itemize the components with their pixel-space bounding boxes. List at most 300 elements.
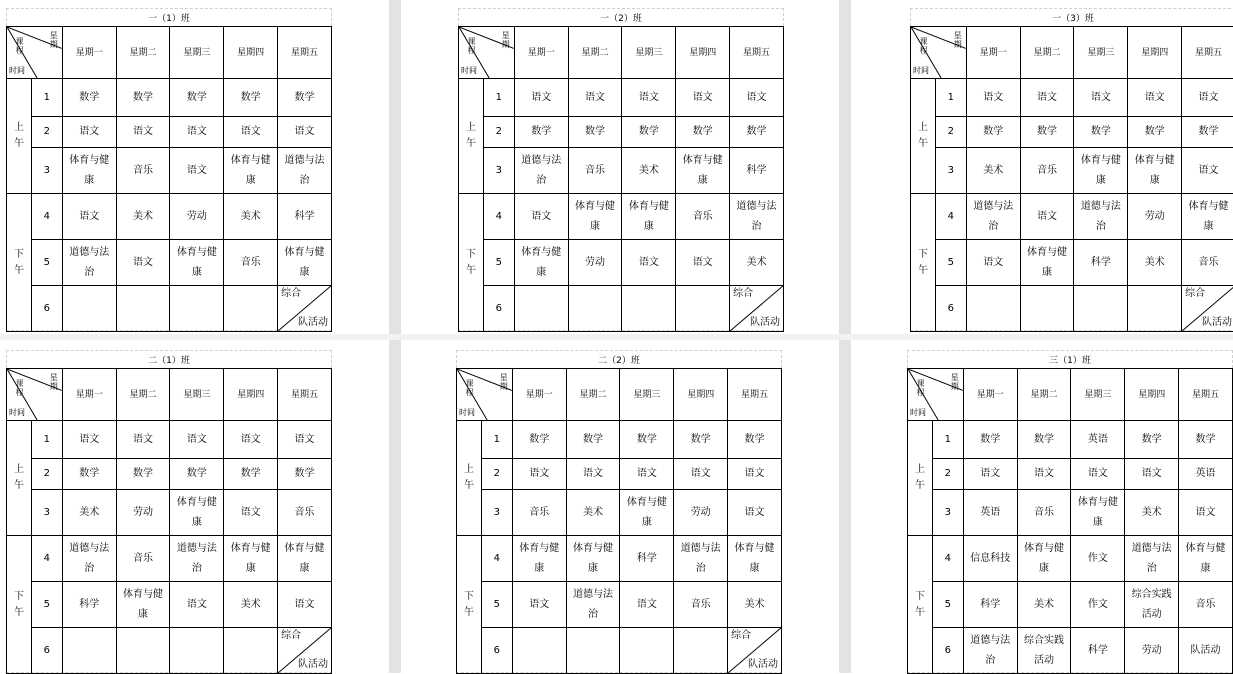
subject-cell: 语文 (278, 117, 332, 148)
subject-cell: 数学 (62, 79, 116, 117)
subject-cell: 语文 (966, 240, 1020, 286)
activity-label-bottom: 队活动 (298, 317, 328, 328)
subject-cell: 体育与健康 (1020, 240, 1074, 286)
subject-cell: 数学 (1179, 421, 1233, 459)
subject-cell: 语文 (512, 582, 566, 628)
subject-cell: 语文 (224, 490, 278, 536)
day-header: 星期二 (116, 369, 170, 421)
subject-cell: 语文 (1017, 459, 1071, 490)
day-header: 星期五 (1182, 27, 1233, 79)
subject-cell: 音乐 (1182, 240, 1233, 286)
subject-cell: 数学 (674, 421, 728, 459)
subject-cell: 劳动 (674, 490, 728, 536)
subject-cell: 体育与健康 (728, 536, 782, 582)
subject-cell: 道德与法治 (278, 148, 332, 194)
subject-cell (620, 628, 674, 674)
corner-subject-label: 课程 (919, 37, 928, 55)
period-number: 2 (481, 459, 512, 490)
period-number: 6 (483, 286, 514, 332)
subject-cell: 音乐 (1017, 490, 1071, 536)
period-number: 4 (31, 194, 62, 240)
subject-cell: 音乐 (568, 148, 622, 194)
corner-day-label: 星期 (49, 373, 58, 391)
day-header: 星期二 (1017, 369, 1071, 421)
subject-cell: 音乐 (674, 582, 728, 628)
day-header: 星期一 (62, 369, 116, 421)
morning-char: 上 (463, 464, 474, 475)
subject-cell: 道德与法治 (514, 148, 568, 194)
subject-cell: 语文 (674, 459, 728, 490)
subject-cell: 数学 (512, 421, 566, 459)
subject-cell: 语文 (170, 582, 224, 628)
subject-cell: 语文 (62, 194, 116, 240)
corner-subject-label: 课程 (916, 379, 925, 397)
subject-cell: 道德与法治 (1125, 536, 1179, 582)
subject-cell (62, 286, 116, 332)
subject-cell: 语文 (963, 459, 1017, 490)
subject-cell: 体育与健康 (224, 148, 278, 194)
day-header: 星期五 (730, 27, 784, 79)
subject-cell: 数学 (1128, 117, 1182, 148)
class-title: 一（1）班 (148, 14, 190, 24)
corner-day-label: 星期 (49, 31, 58, 49)
subject-cell: 科学 (62, 582, 116, 628)
subject-cell: 语文 (966, 79, 1020, 117)
afternoon-char: 午 (13, 606, 24, 618)
afternoon-char: 下 (465, 248, 476, 260)
activity-label-top: 综合 (1185, 288, 1206, 299)
subject-cell: 数学 (116, 79, 170, 117)
subject-cell (224, 286, 278, 332)
subject-cell: 数学 (514, 117, 568, 148)
afternoon-label (911, 194, 936, 332)
morning-label (457, 421, 482, 536)
period-number: 4 (31, 536, 62, 582)
corner-day-label: 星期 (953, 31, 962, 49)
day-header: 星期一 (62, 27, 116, 79)
subject-cell: 数学 (568, 117, 622, 148)
subject-cell: 体育与健康 (620, 490, 674, 536)
period-number: 1 (31, 79, 62, 117)
timetable-page (456, 348, 782, 673)
subject-cell: 语文 (1074, 79, 1128, 117)
header-corner-cell (911, 27, 967, 79)
day-header: 星期四 (224, 369, 278, 421)
subject-cell: 语文 (676, 79, 730, 117)
period-number: 2 (31, 459, 62, 490)
subject-cell: 数学 (224, 459, 278, 490)
subject-cell: 数学 (1182, 117, 1233, 148)
header-corner-cell (7, 369, 63, 421)
subject-cell: 语文 (224, 421, 278, 459)
morning-char: 上 (13, 464, 24, 475)
subject-cell: 语文 (1020, 79, 1074, 117)
morning-char: 午 (463, 480, 474, 491)
subject-cell: 道德与法治 (170, 536, 224, 582)
class-timetable (456, 368, 782, 674)
subject-cell: 数学 (116, 459, 170, 490)
subject-cell: 科学 (963, 582, 1017, 628)
subject-cell: 数学 (622, 117, 676, 148)
subject-cell: 语文 (1020, 194, 1074, 240)
day-header: 星期三 (170, 27, 224, 79)
subject-cell: 体育与健康 (1182, 194, 1233, 240)
subject-cell: 综合实践活动 (1017, 628, 1071, 674)
period-number: 1 (483, 79, 514, 117)
day-header: 星期一 (966, 27, 1020, 79)
subject-cell: 语文 (278, 421, 332, 459)
corner-subject-label: 课程 (15, 37, 24, 55)
subject-cell: 体育与健康 (278, 536, 332, 582)
subject-cell: 数学 (566, 421, 620, 459)
subject-cell: 体育与健康 (1017, 536, 1071, 582)
activity-label-bottom: 队活动 (298, 659, 328, 670)
subject-cell (568, 286, 622, 332)
corner-day-label: 星期 (950, 373, 959, 391)
period-number: 5 (483, 240, 514, 286)
subject-cell: 体育与健康 (622, 194, 676, 240)
subject-cell: 音乐 (116, 148, 170, 194)
period-number: 3 (483, 148, 514, 194)
subject-cell: 美术 (1017, 582, 1071, 628)
subject-cell: 体育与健康 (62, 148, 116, 194)
subject-cell: 美术 (62, 490, 116, 536)
afternoon-label (908, 536, 933, 674)
subject-cell: 音乐 (116, 536, 170, 582)
period-number: 4 (483, 194, 514, 240)
subject-cell: 语文 (728, 490, 782, 536)
day-header: 星期三 (622, 27, 676, 79)
subject-cell: 体育与健康 (512, 536, 566, 582)
subject-cell: 数学 (1125, 421, 1179, 459)
morning-char: 上 (917, 122, 928, 133)
afternoon-char: 午 (463, 606, 474, 618)
class-timetable (6, 26, 332, 332)
morning-char: 午 (914, 480, 925, 491)
subject-cell: 体育与健康 (1179, 536, 1233, 582)
afternoon-label (459, 194, 484, 332)
morning-char: 午 (13, 138, 24, 149)
subject-cell: 体育与健康 (566, 536, 620, 582)
activity-cell (1182, 286, 1233, 332)
period-number: 3 (31, 490, 62, 536)
corner-time-label: 时间 (910, 408, 926, 417)
subject-cell: 体育与健康 (514, 240, 568, 286)
subject-cell: 音乐 (278, 490, 332, 536)
subject-cell: 语文 (514, 79, 568, 117)
subject-cell: 音乐 (1020, 148, 1074, 194)
subject-cell: 语文 (62, 117, 116, 148)
subject-cell: 音乐 (1179, 582, 1233, 628)
period-number: 3 (31, 148, 62, 194)
class-title: 二（1）班 (148, 356, 190, 366)
subject-cell: 美术 (224, 194, 278, 240)
subject-cell: 体育与健康 (170, 490, 224, 536)
class-timetable (910, 26, 1233, 332)
morning-char: 午 (465, 138, 476, 149)
activity-cell (278, 286, 332, 332)
timetable-page (907, 348, 1233, 673)
subject-cell: 美术 (728, 582, 782, 628)
subject-cell: 语文 (170, 148, 224, 194)
period-number: 6 (935, 286, 966, 332)
subject-cell (116, 628, 170, 674)
subject-cell: 作文 (1071, 536, 1125, 582)
day-header: 星期三 (620, 369, 674, 421)
subject-cell (224, 628, 278, 674)
subject-cell: 数学 (278, 459, 332, 490)
afternoon-char: 午 (914, 606, 925, 618)
subject-cell (170, 628, 224, 674)
subject-cell (674, 628, 728, 674)
period-number: 2 (932, 459, 963, 490)
morning-char: 午 (13, 480, 24, 491)
morning-label (911, 79, 936, 194)
activity-label-top: 综合 (281, 288, 302, 299)
subject-cell: 美术 (566, 490, 620, 536)
subject-cell: 道德与法治 (674, 536, 728, 582)
activity-label-bottom: 队活动 (748, 659, 778, 670)
subject-cell: 语文 (116, 421, 170, 459)
timetable-page (6, 348, 332, 673)
subject-cell: 数学 (170, 79, 224, 117)
timetable-page (910, 6, 1233, 331)
corner-time-label: 时间 (9, 408, 25, 417)
subject-cell: 语文 (728, 459, 782, 490)
subject-cell: 体育与健康 (1071, 490, 1125, 536)
subject-cell: 科学 (278, 194, 332, 240)
day-header: 星期一 (514, 27, 568, 79)
header-corner-cell (457, 369, 513, 421)
period-number: 2 (31, 117, 62, 148)
subject-cell: 数学 (620, 421, 674, 459)
subject-cell (116, 286, 170, 332)
period-number: 1 (481, 421, 512, 459)
afternoon-char: 午 (917, 264, 928, 276)
subject-cell: 美术 (730, 240, 784, 286)
day-header: 星期二 (1020, 27, 1074, 79)
subject-cell: 道德与法治 (62, 240, 116, 286)
subject-cell: 道德与法治 (730, 194, 784, 240)
subject-cell (514, 286, 568, 332)
period-number: 3 (481, 490, 512, 536)
day-header: 星期四 (1125, 369, 1179, 421)
subject-cell (966, 286, 1020, 332)
afternoon-char: 下 (13, 248, 24, 260)
subject-cell: 数学 (224, 79, 278, 117)
subject-cell: 语文 (622, 79, 676, 117)
subject-cell: 体育与健康 (1128, 148, 1182, 194)
period-number: 5 (935, 240, 966, 286)
header-corner-cell (908, 369, 964, 421)
subject-cell: 数学 (676, 117, 730, 148)
subject-cell (676, 286, 730, 332)
subject-cell: 英语 (1179, 459, 1233, 490)
subject-cell: 队活动 (1179, 628, 1233, 674)
subject-cell: 劳动 (1125, 628, 1179, 674)
afternoon-label (457, 536, 482, 674)
subject-cell: 道德与法治 (566, 582, 620, 628)
subject-cell (62, 628, 116, 674)
subject-cell: 体育与健康 (170, 240, 224, 286)
morning-label (908, 421, 933, 536)
afternoon-char: 下 (13, 590, 24, 602)
subject-cell: 科学 (1071, 628, 1125, 674)
subject-cell: 音乐 (676, 194, 730, 240)
subject-cell: 数学 (730, 117, 784, 148)
day-header: 星期一 (963, 369, 1017, 421)
subject-cell: 数学 (1017, 421, 1071, 459)
subject-cell: 美术 (1125, 490, 1179, 536)
day-header: 星期四 (676, 27, 730, 79)
period-number: 5 (31, 240, 62, 286)
afternoon-label (7, 536, 32, 674)
subject-cell (1020, 286, 1074, 332)
subject-cell: 劳动 (568, 240, 622, 286)
period-number: 3 (935, 148, 966, 194)
day-header: 星期三 (1071, 369, 1125, 421)
subject-cell: 道德与法治 (62, 536, 116, 582)
subject-cell: 美术 (224, 582, 278, 628)
subject-cell (512, 628, 566, 674)
afternoon-char: 下 (463, 590, 474, 602)
subject-cell: 语文 (1179, 490, 1233, 536)
subject-cell: 语文 (1182, 148, 1233, 194)
subject-cell: 语文 (730, 79, 784, 117)
subject-cell: 美术 (622, 148, 676, 194)
period-number: 1 (935, 79, 966, 117)
corner-day-label: 星期 (499, 373, 508, 391)
period-number: 3 (932, 490, 963, 536)
afternoon-char: 午 (13, 264, 24, 276)
period-number: 6 (932, 628, 963, 674)
timetable-page (6, 6, 332, 331)
subject-cell: 数学 (728, 421, 782, 459)
day-header: 星期五 (278, 27, 332, 79)
subject-cell: 数学 (1020, 117, 1074, 148)
subject-cell: 语文 (620, 582, 674, 628)
subject-cell: 科学 (620, 536, 674, 582)
subject-cell: 语文 (278, 582, 332, 628)
subject-cell: 体育与健康 (224, 536, 278, 582)
morning-label (7, 79, 32, 194)
class-timetable (6, 368, 332, 674)
period-number: 1 (932, 421, 963, 459)
class-timetable (458, 26, 784, 332)
corner-subject-label: 课程 (467, 37, 476, 55)
activity-cell (730, 286, 784, 332)
page-separator (0, 334, 1233, 340)
timetable-page (458, 6, 784, 331)
morning-char: 上 (13, 122, 24, 133)
afternoon-char: 下 (917, 248, 928, 260)
subject-cell: 语文 (1182, 79, 1233, 117)
class-title: 一（2）班 (600, 14, 642, 24)
day-header: 星期四 (1128, 27, 1182, 79)
day-header: 星期二 (568, 27, 622, 79)
corner-time-label: 时间 (9, 66, 25, 75)
morning-label (7, 421, 32, 536)
subject-cell: 数学 (278, 79, 332, 117)
subject-cell: 英语 (1071, 421, 1125, 459)
day-header: 星期二 (116, 27, 170, 79)
period-number: 2 (935, 117, 966, 148)
subject-cell: 语文 (1128, 79, 1182, 117)
day-header: 星期三 (170, 369, 224, 421)
subject-cell (1128, 286, 1182, 332)
corner-time-label: 时间 (459, 408, 475, 417)
subject-cell (566, 628, 620, 674)
corner-subject-label: 课程 (465, 379, 474, 397)
subject-cell: 综合实践活动 (1125, 582, 1179, 628)
subject-cell: 体育与健康 (568, 194, 622, 240)
period-number: 4 (932, 536, 963, 582)
subject-cell: 美术 (1128, 240, 1182, 286)
morning-char: 午 (917, 138, 928, 149)
subject-cell: 语文 (116, 240, 170, 286)
subject-cell: 语文 (676, 240, 730, 286)
activity-cell (278, 628, 332, 674)
class-title: 三（1）班 (1049, 356, 1091, 366)
subject-cell: 数学 (62, 459, 116, 490)
subject-cell: 语文 (514, 194, 568, 240)
corner-day-label: 星期 (501, 31, 510, 49)
period-number: 4 (481, 536, 512, 582)
subject-cell: 语文 (512, 459, 566, 490)
subject-cell: 劳动 (1128, 194, 1182, 240)
subject-cell: 语文 (62, 421, 116, 459)
subject-cell: 数学 (966, 117, 1020, 148)
day-header: 星期五 (728, 369, 782, 421)
day-header: 星期五 (1179, 369, 1233, 421)
subject-cell: 英语 (963, 490, 1017, 536)
subject-cell: 语文 (1071, 459, 1125, 490)
subject-cell: 科学 (1074, 240, 1128, 286)
subject-cell: 劳动 (116, 490, 170, 536)
subject-cell: 信息科技 (963, 536, 1017, 582)
subject-cell (622, 286, 676, 332)
day-header: 星期三 (1074, 27, 1128, 79)
subject-cell: 体育与健康 (676, 148, 730, 194)
subject-cell: 语文 (566, 459, 620, 490)
period-number: 6 (31, 286, 62, 332)
day-header: 星期二 (566, 369, 620, 421)
activity-label-top: 综合 (281, 630, 302, 641)
activity-label-bottom: 队活动 (750, 317, 780, 328)
corner-time-label: 时间 (461, 66, 477, 75)
morning-char: 上 (465, 122, 476, 133)
period-number: 5 (481, 582, 512, 628)
day-header: 星期四 (224, 27, 278, 79)
activity-label-bottom: 队活动 (1202, 317, 1232, 328)
afternoon-char: 下 (914, 590, 925, 602)
subject-cell: 音乐 (224, 240, 278, 286)
corner-time-label: 时间 (913, 66, 929, 75)
day-header: 星期四 (674, 369, 728, 421)
activity-label-top: 综合 (731, 630, 752, 641)
morning-char: 上 (914, 464, 925, 475)
subject-cell: 语文 (170, 117, 224, 148)
afternoon-char: 午 (465, 264, 476, 276)
subject-cell: 作文 (1071, 582, 1125, 628)
subject-cell: 科学 (730, 148, 784, 194)
subject-cell: 语文 (622, 240, 676, 286)
subject-cell: 语文 (116, 117, 170, 148)
day-header: 星期一 (512, 369, 566, 421)
subject-cell: 数学 (170, 459, 224, 490)
subject-cell: 音乐 (512, 490, 566, 536)
class-timetable (907, 368, 1233, 674)
